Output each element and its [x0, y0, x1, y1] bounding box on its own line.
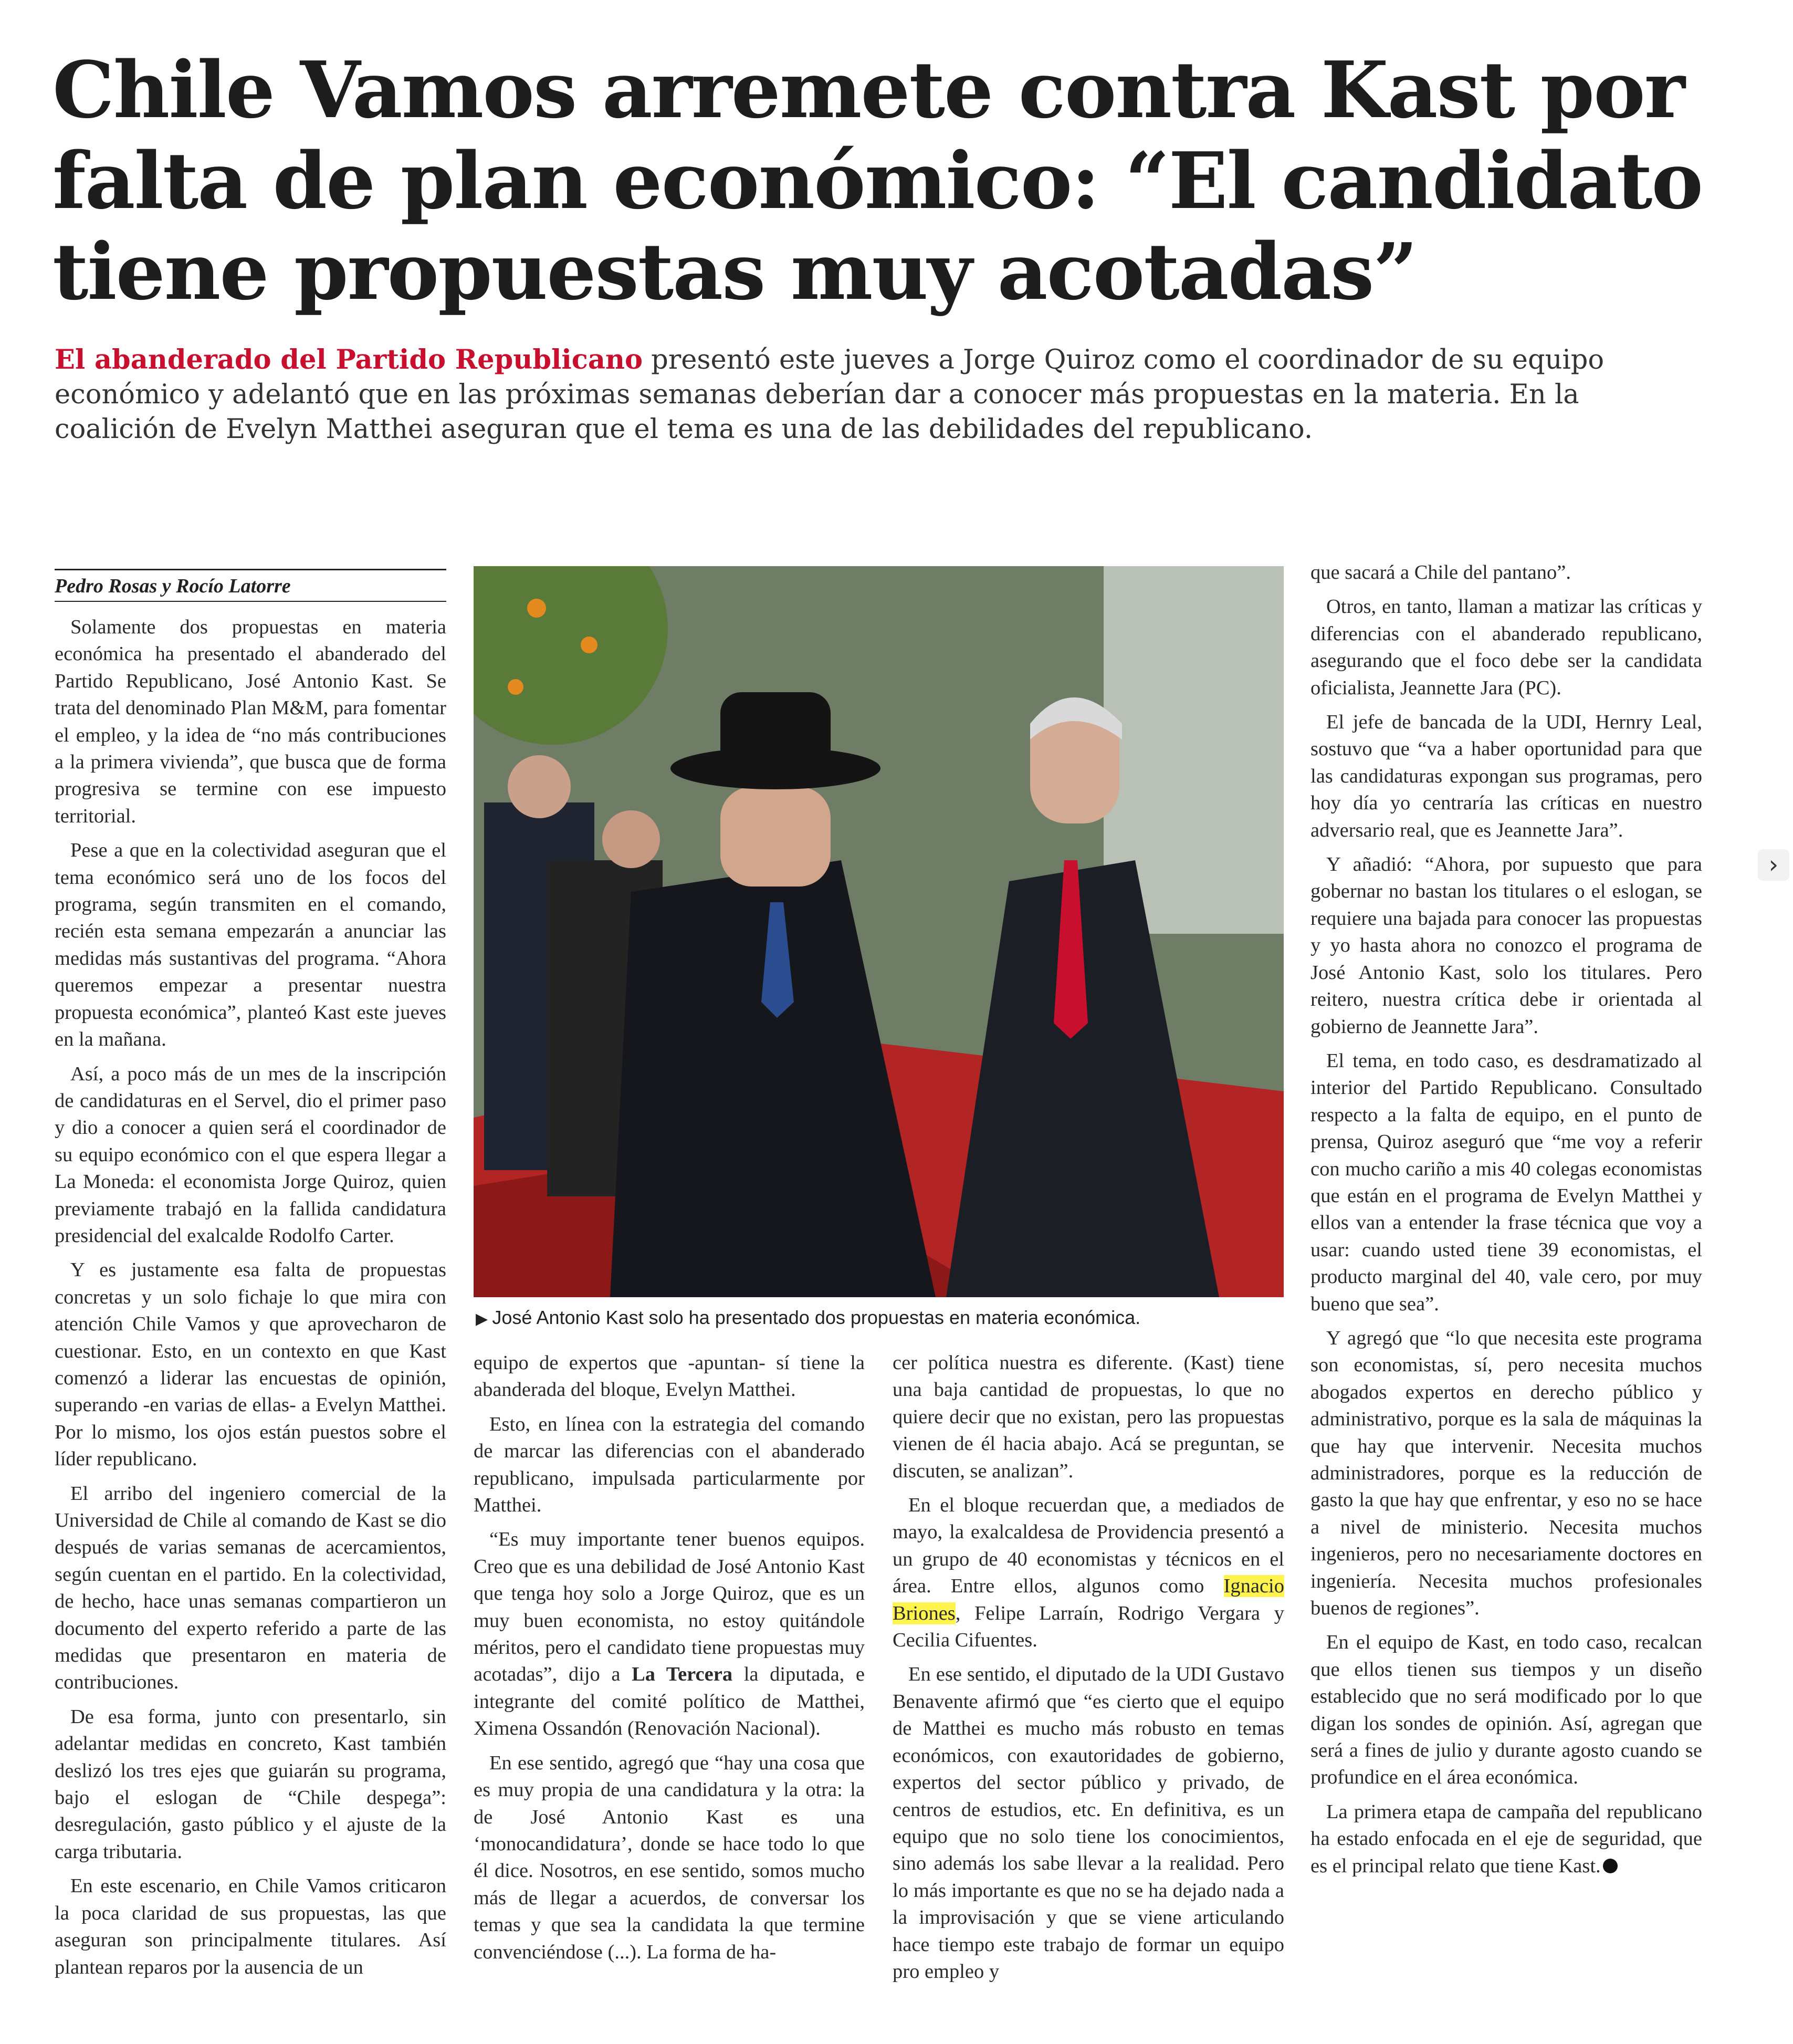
paragraph: equipo de expertos que -apuntan- sí tiene la abanderada del bloque, Evelyn Matthei. — [474, 1352, 865, 1401]
paragraph: De esa forma, junto con presentarlo, sin adelantar medidas en concreto, Kast también deslizó los tres ejes que guiarán su programa, bajo el eslogan de “Chile despega”: desregulación, gasto público y el ajuste de la carga tributaria. — [55, 1705, 446, 1863]
paragraph: Otros, en tanto, llaman a matizar las críticas y diferencias con el abanderado republicano, asegurando que el foco debe ser la candidata oficialista, Jeannette Jara (PC). — [1310, 596, 1702, 699]
paragraph: Y agregó que “lo que necesita este programa son economistas, sí, pero necesita muchos abogados expertos en derecho público y administrativo, porque es la sala de máquinas la que hay que intervenir. Necesita muchos administradores, porque es la reducción de gasto la que hay que enfrentar, y eso no se hace a nivel de ministerio. Necesita muchos ingenieros, pero no necesariamente doctores en ingeniería. Necesita muchos profesionales buenos de regiones”. — [1310, 1327, 1702, 1620]
paragraph: Así, a poco más de un mes de la inscripción de candidaturas en el Servel, dio el primer paso y dio a conocer a quien será el coordinador de su equipo económico con el que espera llegar a La Moneda: el economista Jorge Quiroz, quien previamente trabajó en la fallida candidatura presidencial del exalcalde Rodolfo Carter. — [55, 1062, 446, 1247]
caption-arrow-icon: ▶ — [476, 1310, 492, 1328]
paragraph: Solamente dos propuestas en materia económica ha presentado el abanderado del Partido Republicano, José Antonio Kast. Se trata del denominado Plan M&M, para fomentar el empleo, y la idea de “no más contribuciones a la primera vivienda”, que busca que de forma progresiva se termine con ese impuesto territorial. — [55, 616, 446, 827]
article-column-3 — [893, 1350, 1284, 1993]
text-run: , Felipe Larraín, Rodrigo Vergara y Cecilia Cifuentes. — [893, 1602, 1284, 1652]
paragraph: En ese sentido, agregó que “hay una cosa que es muy propia de una candidatura y la otra: la de José Antonio Kast es una ‘monocandidatura’, donde se hace todo lo que él dice. Nosotros, en ese sentido, somos mucho más de llegar a acuerdos, de conversar los temas y que sea la candidata la que termine convenciéndose (...). La forma de ha- — [474, 1751, 865, 1963]
text-run: la diputada, e integrante del comité político de Matthei, Ximena Ossandón (Renovación Nacional). — [474, 1663, 865, 1740]
paragraph: cer política nuestra es diferente. (Kast) tiene una baja cantidad de propuestas, lo que no quiere decir que no existan, pero las propuestas vienen de él hacia abajo. Acá se preguntan, se discuten, se analizan”. — [893, 1352, 1284, 1482]
paragraph: Y añadió: “Ahora, por supuesto que para gobernar no bastan los titulares o el eslogan, se requiere una bajada para conocer las propuestas y yo hasta ahora no conozco el programa de José Antonio Kast, solo los titulares. Pero reitero, nuestra crítica debe ir orientada al gobierno de Jeannette Jara”. — [1310, 853, 1702, 1038]
lead-text: presentó este jueves a Jorge Quiroz como el coordinador de su equipo económico y adelantó que en las próximas semanas deberían dar a conocer más propuestas en la materia. En la coalición de Evelyn Matthei aseguran que el tema es una de las debilidades del republicano. — [55, 345, 1605, 445]
paragraph: Esto, en línea con la estrategia del comando de marcar las diferencias con el abanderado republicano, impulsada particularmente por Matthei. — [474, 1413, 865, 1517]
paragraph: En este escenario, en Chile Vamos criticaron la poca claridad de sus propuestas, las que aseguran son principalmente titulares. Así plantean reparos por la ausencia de un — [55, 1875, 446, 1978]
end-of-article-icon — [1603, 1859, 1618, 1873]
paragraph: En el equipo de Kast, en todo caso, recalcan que ellos tienen sus tiempos y un diseño establecido que no será modificado por lo que digan los sondes de opinión. Así, agregan que será a fines de julio y durante agosto cuando se profundice en el área económica. — [1310, 1631, 1702, 1789]
article-column-1 — [55, 614, 446, 1988]
paragraph: El tema, en todo caso, es desdramatizado al interior del Partido Republicano. Consultado respecto a la falta de equipo, en el punto de prensa, Quiroz aseguró que “me voy a referir con mucho cariño a mis 40 colegas economistas que están en el programa de Evelyn Matthei y ellos van a entender la frase técnica que voy a usar: cuando usted tiene 39 economistas, el producto marginal del 40, vale cero, por muy bueno que sea”. — [1310, 1049, 1702, 1315]
paragraph: Pese a que en la colectividad aseguran que el tema económico será uno de los focos del programa, según transmiten en el comando, recién esta semana empezarán a anunciar las medidas más sustantivas del programa. “Ahora queremos empezar a presentar nuestra propuesta económica”, planteó Kast este jueves en la mañana. — [55, 839, 446, 1051]
paragraph: El arribo del ingeniero comercial de la Universidad de Chile al comando de Kast se dio después de varias semanas de acercamientos, según cuentan en el partido. En la colectividad, de hecho, hace unas semanas compartieron un documento del experto referido a parte de las medidas que presentaron en materia de contribuciones. — [55, 1482, 446, 1694]
photo-illustration — [474, 566, 1284, 1297]
headline: Chile Vamos arremete contra Kast por falta de plan económico: “El candidato tiene propuestas muy acotadas” — [53, 44, 1703, 317]
paragraph — [893, 1492, 1284, 1654]
paragraph — [474, 1526, 865, 1742]
next-page-chevron-icon[interactable]: › — [1758, 849, 1789, 881]
text-run: “Es muy importante tener buenos equipos. Creo que es una debilidad de José Antonio Kast que tenga hoy solo a Jorge Quiroz, que es un muy buen economista, no estoy quitándole méritos, pero el candidato tiene propuestas muy acotadas”, dijo a — [474, 1528, 865, 1686]
caption-text: José Antonio Kast solo ha presentado dos propuestas en materia económica. — [492, 1307, 1141, 1328]
newspaper-name: La Tercera — [632, 1663, 733, 1686]
paragraph: En ese sentido, el diputado de la UDI Gustavo Benavente afirmó que “es cierto que el equipo de Matthei es mucho más robusto en temas económicos, con exautoridades de gobierno, expertos del sector público y privado, de centros de estudios, etc. En definitiva, es un equipo que no solo tiene los conocimientos, sino además los sabe llevar a la realidad. Pero lo más importante es que no se ha dejado nada a la improvisación y que se viene articulando hace tiempo este trabajo de formar un equipo pro empleo y — [893, 1663, 1284, 1983]
highlighted-name: Ignacio Briones — [893, 1575, 1284, 1624]
photo-caption — [476, 1306, 1284, 1331]
lead-kicker: El abanderado del Partido Republicano — [55, 344, 643, 376]
article-column-4 — [1310, 559, 1702, 1887]
paragraph: que sacará a Chile del pantano”. — [1310, 561, 1571, 583]
text-run: La primera etapa de campaña del republicano ha estado enfocada en el eje de seguridad, que es el principal relato que tiene Kast. — [1310, 1800, 1702, 1877]
lead-paragraph — [55, 342, 1693, 447]
paragraph: El jefe de bancada de la UDI, Hernry Leal, sostuvo que “va a haber oportunidad para que las candidaturas expongan sus programas, pero hoy día yo centraría las críticas en nuestro adversario real, que es Jeannette Jara”. — [1310, 711, 1702, 841]
paragraph — [1310, 1799, 1702, 1880]
paragraph: Y es justamente esa falta de propuestas concretas y un solo fichaje lo que mira con atención Chile Vamos y que aprovecharon de cuestionar. Esto, en un contexto en que Kast comenzó a liderar las encuestas de opinión, superando -en varias de ellas- a Evelyn Matthei. Por lo mismo, los ojos están puestos sobre el líder republicano. — [55, 1259, 446, 1471]
article-photo — [474, 566, 1284, 1297]
byline: Pedro Rosas y Rocío Latorre — [55, 569, 446, 602]
article-column-2 — [474, 1350, 865, 1973]
text-run: En el bloque recuerdan que, a mediados de mayo, la exalcaldesa de Providencia presentó a un grupo de 40 economistas y técnicos en el área. Entre ellos, algunos como — [893, 1494, 1284, 1598]
